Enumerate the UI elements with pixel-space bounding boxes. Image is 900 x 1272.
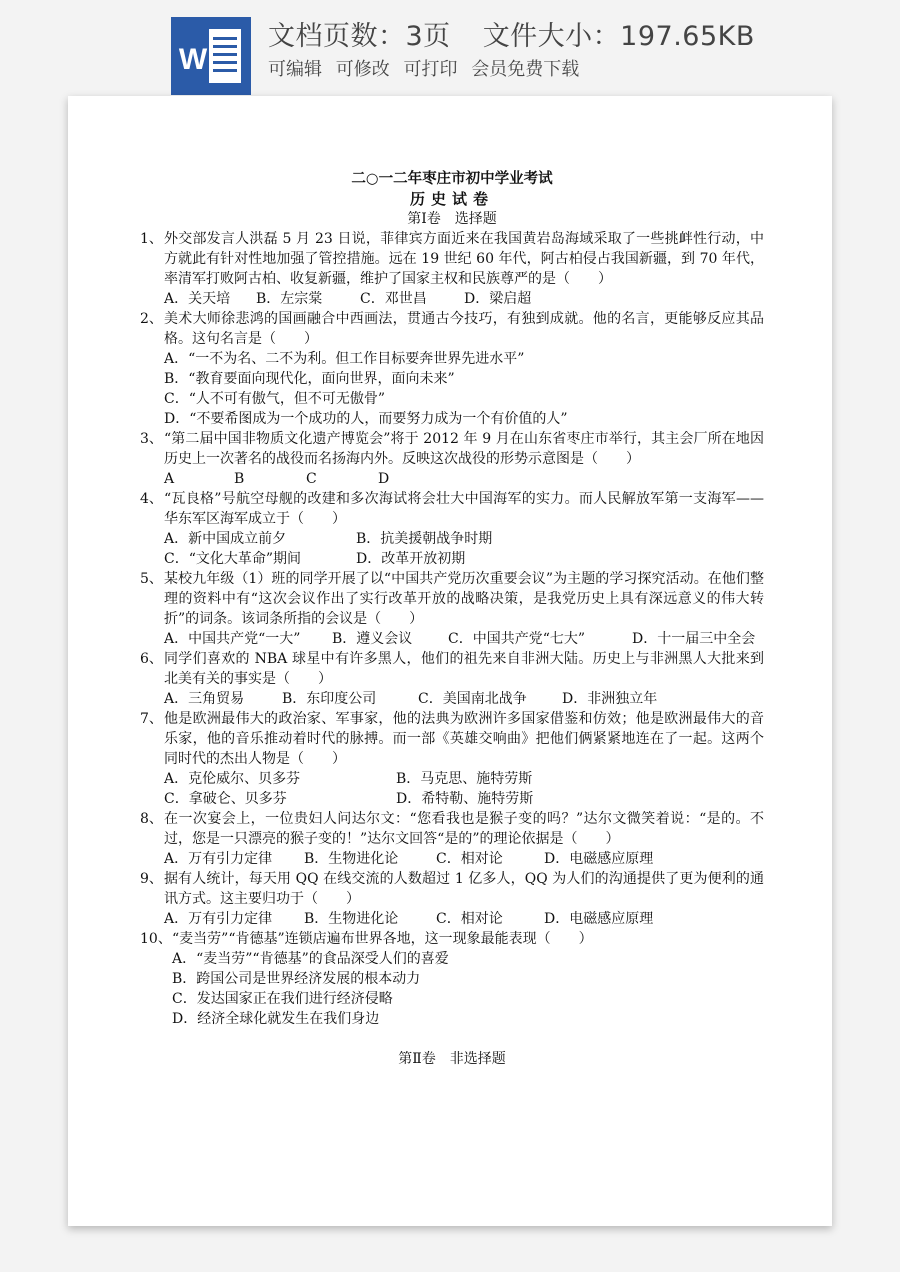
options-row: [140, 289, 764, 309]
options-row: [140, 769, 764, 789]
option: B．东印度公司: [282, 691, 377, 707]
question-2: [140, 309, 764, 349]
word-letter: W: [178, 43, 208, 76]
question-number: 4、: [140, 491, 163, 507]
option: C．邓世昌: [360, 291, 427, 307]
option: B．抗美援朝战争时期: [356, 531, 493, 547]
option: D．电磁感应原理: [544, 851, 654, 867]
feature-printable: 可打印: [403, 59, 458, 80]
question-number: 3、: [140, 431, 163, 447]
option: C．美国南北战争: [418, 691, 527, 707]
option: D．“不要希图成为一个成功的人，而要努力成为一个有价值的人”: [164, 411, 568, 427]
word-document-icon: [171, 17, 251, 95]
option: D．经济全球化就发生在我们身边: [172, 1011, 380, 1027]
doc-info-header: [0, 0, 900, 96]
exam-content: [140, 169, 764, 1069]
doc-feature-list: [268, 55, 587, 81]
option: C．发达国家正在我们进行经济侵略: [172, 991, 393, 1007]
question-text: 同学们喜欢的 NBA 球星中有许多黑人，他们的祖先来自非洲大陆。历史上与非洲黑人大批来到北美有关的事实是（ ）: [164, 651, 764, 687]
question-1: [140, 229, 764, 289]
document-page: [68, 96, 832, 1226]
question-number: 10、: [140, 931, 172, 947]
options-row: [140, 469, 764, 489]
question-text: “第二届中国非物质文化遗产博览会”将于 2012 年 9 月在山东省枣庄市举行，其主会厂所在地因历史上一次著名的战役而名扬海内外。反映这次战役的形势示意图是（ ）: [164, 431, 764, 467]
exam-title: 二○一二年枣庄市初中学业考试: [351, 170, 553, 187]
feature-member-download: 会员免费下载: [471, 59, 580, 80]
options-row: [140, 689, 764, 709]
question-9: [140, 869, 764, 909]
option: D．非洲独立年: [562, 691, 658, 707]
option: A．三角贸易: [164, 691, 245, 707]
question-8: [140, 809, 764, 849]
question-number: 9、: [140, 871, 163, 887]
option: A．新中国成立前夕: [164, 531, 287, 547]
option: C．中国共产党“七大”: [448, 631, 586, 647]
question-text: 美术大师徐悲鸿的国画融合中西画法，贯通古今技巧，有独到成就。他的名言，更能够反应其品格。这句名言是（ ）: [164, 311, 764, 347]
option: A．“麦当劳”“肯德基”的食品深受人们的喜爱: [172, 951, 449, 967]
question-text: 他是欧洲最伟大的政治家、军事家，他的法典为欧洲许多国家借鉴和仿效；他是欧洲最伟大的音乐家，他的音乐推动着时代的脉搏。而一部《英雄交响曲》把他们俩紧紧地连在了一起。这两个同时代的杰出人物是（ ）: [164, 711, 764, 767]
options-row: [140, 549, 764, 569]
exam-subtitle: 历史试卷: [409, 190, 494, 208]
option: A．中国共产党“一大”: [164, 631, 301, 647]
option: A．克伦威尔、贝多芬: [164, 771, 301, 787]
option: D．希特勒、施特劳斯: [396, 791, 534, 807]
question-number: 2、: [140, 311, 163, 327]
option: C．拿破仑、贝多芬: [164, 791, 287, 807]
options-row: [140, 849, 764, 869]
feature-editable: 可编辑: [268, 59, 322, 80]
option: C: [306, 471, 317, 487]
section-heading-1: 第Ⅰ卷 选择题: [407, 211, 497, 227]
question-7: [140, 709, 764, 769]
option: B．左宗棠: [256, 291, 323, 307]
option: A．“一不为名、二不为利。但工作目标要奔世界先进水平”: [164, 351, 525, 367]
question-number: 8、: [140, 811, 163, 827]
question-number: 6、: [140, 651, 163, 667]
options-row: [140, 909, 764, 929]
option: C．相对论: [436, 851, 503, 867]
option: A．万有引力定律: [164, 851, 273, 867]
option: C．相对论: [436, 911, 503, 927]
option: D: [378, 471, 390, 487]
option: B．遵义会议: [332, 631, 413, 647]
question-text: 在一次宴会上，一位贵妇人问达尔文：“您看我也是猴子变的吗？”达尔文微笑着说：“是的。不过，您是一只漂亮的猴子变的！”达尔文回答“是的”的理论依据是（ ）: [164, 811, 764, 847]
question-text: 外交部发言人洪磊 5 月 23 日说，菲律宾方面近来在我国黄岩岛海域采取了一些挑衅性行动，中方就此有针对性地加强了管控措施。远在 19 世纪 60 年代，阿古柏侵占我国新疆，到 70 年代，率清军打败阿古柏、收复新疆，维护了国家主权和民族尊严的是（ ）: [164, 231, 764, 287]
option: A: [164, 471, 175, 487]
question-text: 某校九年级（1）班的同学开展了以“中国共产党历次重要会议”为主题的学习探究活动。在他们整理的资料中有“这次会议作出了实行改革开放的战略决策，是我党历史上具有深远意义的伟大转折”的词条。该词条所指的会议是（ ）: [164, 571, 764, 627]
option: C．“文化大革命”期间: [164, 551, 302, 567]
question-text: “麦当劳”“肯德基”连锁店遍布世界各地，这一现象最能表现（ ）: [172, 931, 593, 947]
options-row: [140, 789, 764, 809]
option: D．梁启超: [464, 291, 532, 307]
option: B: [234, 471, 245, 487]
option: B．马克思、施特劳斯: [396, 771, 533, 787]
question-5: [140, 569, 764, 629]
options-row: [140, 529, 764, 549]
option: C．“人不可有傲气，但不可无傲骨”: [164, 391, 386, 407]
file-size-label: 文件大小：197.65KB: [482, 21, 755, 52]
question-10: [140, 929, 764, 949]
question-number: 7、: [140, 711, 163, 727]
option: B．跨国公司是世界经济发展的根本动力: [172, 971, 421, 987]
question-4: [140, 489, 764, 529]
page-count-label: 文档页数：3页: [268, 21, 451, 52]
question-number: 1、: [140, 231, 163, 247]
option: A．万有引力定律: [164, 911, 273, 927]
option: B．“教育要面向现代化，面向世界，面向未来”: [164, 371, 455, 387]
question-6: [140, 649, 764, 689]
question-text: “瓦良格”号航空母舰的改建和多次海试将会壮大中国海军的实力。而人民解放军第一支海军——华东军区海军成立于（ ）: [164, 491, 764, 527]
question-number: 5、: [140, 571, 163, 587]
question-3: [140, 429, 764, 469]
option: D．十一届三中全会: [632, 631, 756, 647]
option: D．改革开放初期: [356, 551, 466, 567]
option: A．关天培: [164, 291, 231, 307]
option: B．生物进化论: [304, 851, 399, 867]
question-text: 据有人统计，每天用 QQ 在线交流的人数超过 1 亿多人，QQ 为人们的沟通提供了更为便利的通讯方式。这主要归功于（ ）: [164, 871, 764, 907]
option: D．电磁感应原理: [544, 911, 654, 927]
option: B．生物进化论: [304, 911, 399, 927]
doc-meta-primary: [268, 14, 755, 53]
feature-modifiable: 可修改: [335, 59, 390, 80]
options-row: [140, 629, 764, 649]
section-heading-2: 第Ⅱ卷 非选择题: [398, 1051, 506, 1067]
